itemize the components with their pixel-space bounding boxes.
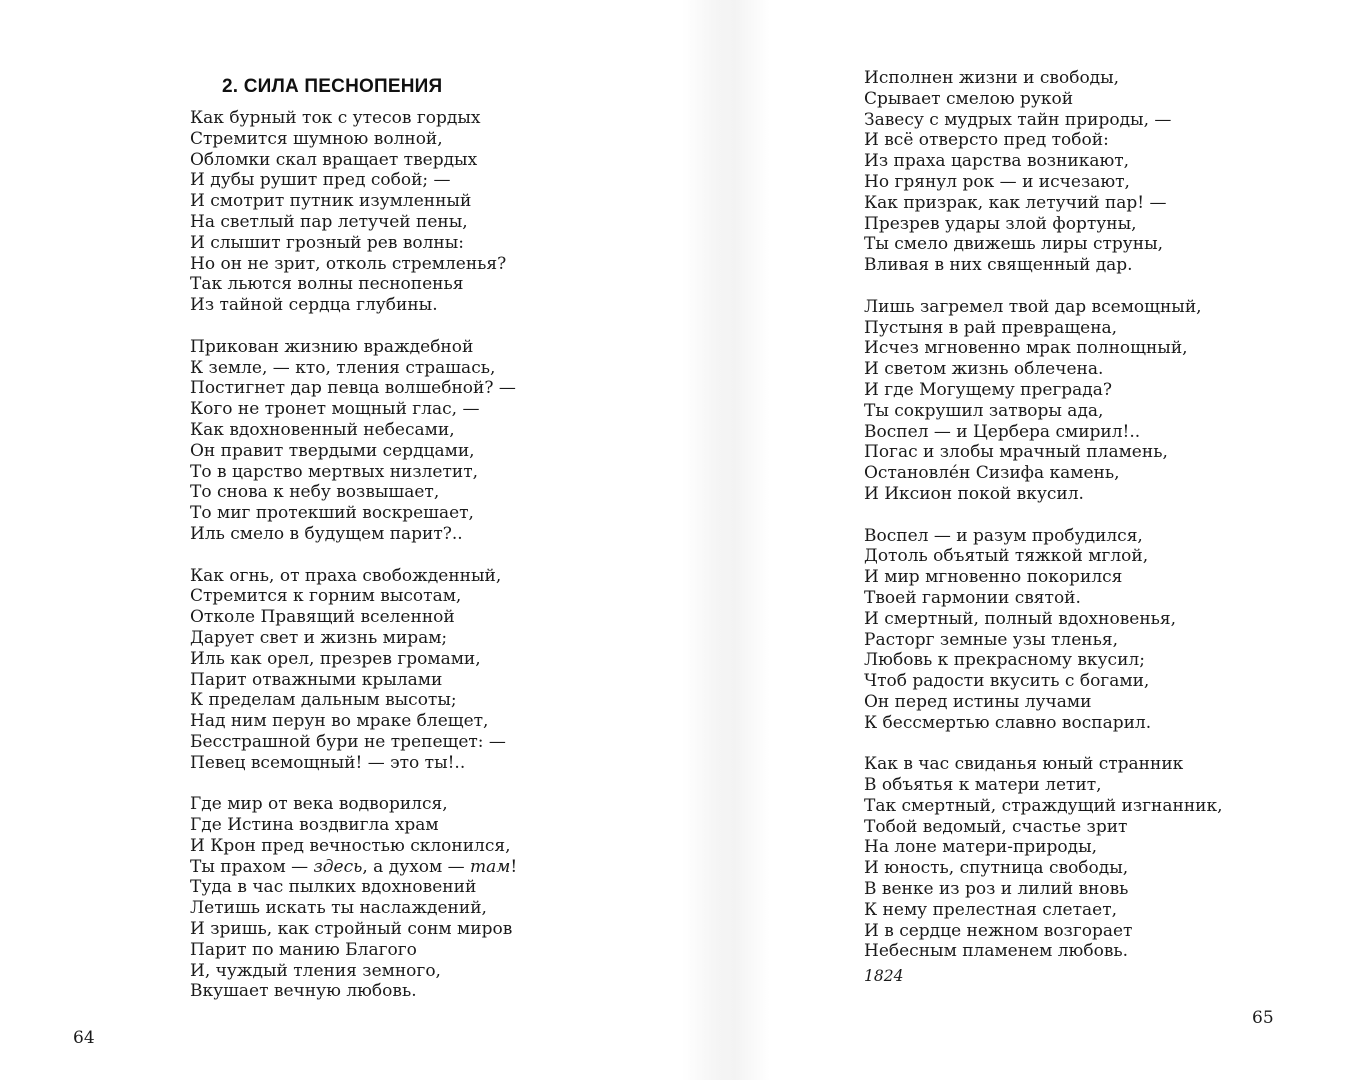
stanza	[864, 68, 1223, 276]
verse-line: И где Могущему преграда?	[864, 379, 1113, 400]
verse-line: Так смертный, страждущий изгнанник,	[864, 795, 1223, 816]
verse-line: Где мир от века водворился,	[190, 794, 448, 815]
verse-line: Прикован жизнию враждебной	[190, 336, 474, 357]
verse-line: Парит отважными крылами	[190, 669, 443, 690]
verse-line: Дарует свет и жизнь мирам;	[190, 627, 448, 648]
verse-line: Расторг земные узы тленья,	[864, 629, 1118, 650]
verse-line: Иль смело в будущем парит?..	[190, 523, 463, 544]
verse-line: Из праха царства возникают,	[864, 151, 1130, 172]
stanza	[190, 794, 517, 1002]
verse-line: И светом жизнь облечена.	[864, 359, 1104, 380]
verse-line: И смотрит путник изумленный	[190, 191, 472, 212]
poem-date: 1824	[864, 967, 904, 986]
verse-line: И, чуждый тления земного,	[190, 960, 441, 981]
verse-line: Как бурный ток с утесов гордых	[190, 108, 481, 128]
verse-line: Певец всемощный! — это ты!..	[190, 752, 466, 773]
verse-line: Он перед истины лучами	[864, 691, 1092, 712]
verse-line: И слышит грозный рев волны:	[190, 232, 465, 253]
verse-line: И юность, спутница свободы,	[864, 858, 1129, 879]
verse-line: Но он не зрит, отколь стремленья?	[190, 253, 507, 274]
verse-line: И в сердце нежном возгорает	[864, 920, 1133, 941]
verse-line: Вкушает вечную любовь.	[190, 981, 417, 1002]
verse-line: И Иксион покой вкусил.	[864, 483, 1084, 504]
verse-line: Где Истина воздвигла храм	[190, 815, 439, 836]
poem-title: 2. СИЛА ПЕСНОПЕНИЯ	[222, 76, 443, 97]
verse-line: И смертный, полный вдохновенья,	[864, 608, 1177, 629]
verse-line: Иль как орел, презрев громами,	[190, 648, 481, 669]
verse-line: И Крон пред вечностью склонился,	[190, 835, 511, 856]
poem-left-column	[190, 108, 517, 1002]
verse-line: И дубы рушит пред собой; —	[190, 170, 451, 191]
verse-line: Ты сокрушил затворы ада,	[864, 400, 1104, 421]
verse-line: Воспел — и разум пробудился,	[864, 525, 1143, 546]
verse-line: Так льются волны песнопенья	[190, 274, 464, 295]
verse-line: Твоей гармонии святой.	[864, 587, 1081, 608]
verse-line: Воспел — и Цербера смирил!..	[864, 421, 1141, 442]
verse-line: Дотоль объятый тяжкой мглой,	[864, 546, 1149, 567]
verse-line: В объятья к матери летит,	[864, 775, 1102, 796]
verse-line: Обломки скал вращает твердых	[190, 149, 478, 170]
verse-line: Летишь искать ты наслаждений,	[190, 898, 487, 919]
verse-line: Презрев удары злой фортуны,	[864, 213, 1137, 234]
verse-line: Кого не тронет мощный глас, —	[190, 399, 480, 420]
verse-line: Лишь загремел твой дар всемощный,	[864, 296, 1202, 317]
page-number-left: 64	[73, 1028, 95, 1048]
verse-line: Как в час свиданья юный странник	[864, 754, 1184, 775]
stanza	[864, 526, 1223, 734]
verse-line: То снова к небу возвышает,	[190, 482, 440, 503]
verse-line: Ты смело движешь лиры струны,	[864, 234, 1164, 255]
verse-line: Отколе Правящий вселенной	[190, 607, 455, 628]
verse-line: Но грянул рок — и исчезают,	[864, 171, 1130, 192]
verse-line: Постигнет дар певца волшебной? —	[190, 378, 516, 399]
verse-line: Остановле́н Сизифа камень,	[864, 463, 1120, 484]
page-number-right: 65	[1252, 1008, 1274, 1028]
verse-line: И всё отверсто пред тобой:	[864, 130, 1109, 151]
verse-line: В венке из роз и лилий вновь	[864, 879, 1129, 900]
verse-line: Исчез мгновенно мрак полнощный,	[864, 338, 1188, 359]
verse-line: На лоне матери-природы,	[864, 837, 1098, 858]
verse-line: Как вдохновенный небесами,	[190, 419, 455, 440]
verse-line: К земле, — кто, тления страшась,	[190, 357, 496, 378]
book-gutter	[682, 0, 770, 1080]
verse-line: К бессмертью славно воспарил.	[864, 712, 1152, 733]
verse-line: Вливая в них священный дар.	[864, 255, 1133, 276]
verse-line: Тобой ведомый, счастье зрит	[864, 816, 1128, 837]
verse-line: То миг протекший воскрешает,	[190, 503, 474, 524]
verse-line: Любовь к прекрасному вкусил;	[864, 650, 1145, 671]
verse-line: На светлый пар летучей пены,	[190, 211, 468, 232]
verse-line: Он правит твердыми сердцами,	[190, 440, 475, 461]
poem-right-column	[864, 68, 1223, 987]
verse-line: К нему прелестная слетает,	[864, 899, 1118, 920]
verse-line: Стремится шумною волной,	[190, 128, 443, 149]
verse-line: К пределам дальным высоты;	[190, 690, 457, 711]
verse-line: Завесу с мудрых тайн природы, —	[864, 109, 1172, 130]
verse-line-italic-mix: Ты прахом — здесь, а духом — там!	[190, 856, 518, 877]
italic-word: здесь	[313, 856, 363, 877]
verse-line: Стремится к горним высотам,	[190, 586, 462, 607]
verse-line: Небесным пламенем любовь.	[864, 941, 1129, 962]
stanza	[190, 566, 517, 774]
verse-line: Как призрак, как летучий пар! —	[864, 192, 1167, 213]
stanza	[864, 754, 1223, 962]
verse-line: Исполнен жизни и свободы,	[864, 68, 1120, 88]
stanza	[190, 337, 517, 545]
verse-line: Парит по манию Благого	[190, 939, 417, 960]
verse-line: Из тайной сердца глубины.	[190, 295, 438, 316]
stanza	[864, 297, 1223, 505]
verse-line: Срывает смелою рукой	[864, 88, 1074, 109]
verse-line: Погас и злобы мрачный пламень,	[864, 442, 1168, 463]
italic-word: там	[470, 856, 511, 877]
verse-line: Чтоб радости вкусить с богами,	[864, 671, 1150, 692]
stanza	[190, 108, 517, 316]
verse-line: Бесстрашной бури не трепещет: —	[190, 731, 506, 752]
verse-line: И мир мгновенно покорился	[864, 567, 1123, 588]
verse-line: Туда в час пылких вдохновений	[190, 877, 477, 898]
verse-line: Над ним перун во мраке блещет,	[190, 711, 489, 732]
verse-line: И зришь, как стройный сонм миров	[190, 919, 513, 940]
verse-line: Пустыня в рай превращена,	[864, 317, 1118, 338]
verse-line: Как огнь, от праха свобожденный,	[190, 565, 502, 586]
verse-line: То в царство мертвых низлетит,	[190, 461, 479, 482]
